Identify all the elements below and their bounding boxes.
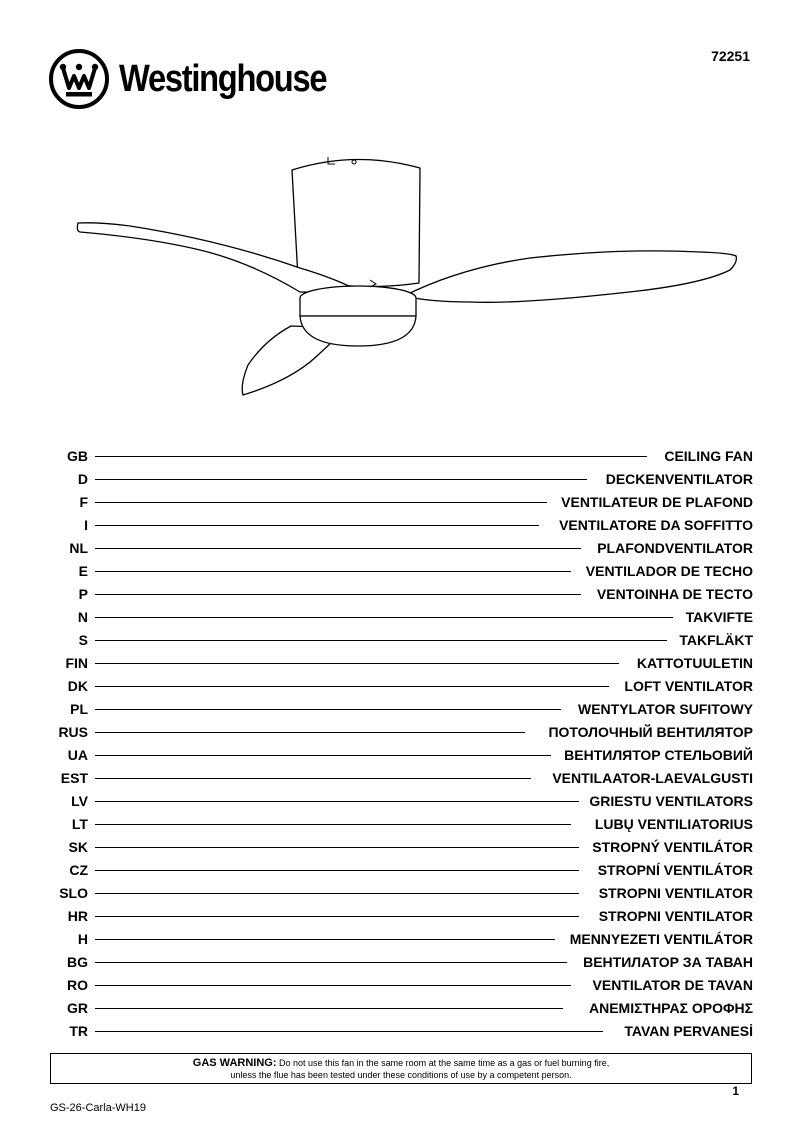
list-item [0,469,802,489]
product-name: TAKVIFTE [680,607,753,627]
gas-warning-label: GAS WARNING: [192,1057,277,1069]
list-item [0,515,802,535]
list-item [0,906,802,926]
divider-line [95,962,567,963]
product-name: VENTILATOR DE TAVAN [587,975,753,995]
list-item [0,883,802,903]
divider-line [95,893,579,894]
language-code: I [84,517,88,533]
divider-line [95,502,547,503]
divider-line [95,640,667,641]
product-name: STROPNÝ VENTILÁTOR [586,837,753,857]
language-code: EST [60,770,88,786]
product-name: ВЕНТИЛЯТОР СТЕЛЬОВИЙ [558,745,753,765]
language-code: F [79,494,88,510]
divider-line [95,1008,563,1009]
language-code: UA [67,747,88,763]
language-code: E [78,563,88,579]
list-item [0,860,802,880]
language-code: GR [67,1000,88,1016]
list-item [0,791,802,811]
divider-line [95,548,581,549]
language-code: PL [70,701,88,717]
list-item [0,446,802,466]
divider-line [95,1031,603,1032]
product-name: STROPNI VENTILATOR [593,906,753,926]
list-item [0,768,802,788]
divider-line [95,663,619,664]
list-item [0,975,802,995]
list-item [0,1021,802,1041]
list-item [0,584,802,604]
gas-warning-text1: Do not use this fan in the same room at the same time as a gas or fuel burning fire, [279,1058,610,1068]
divider-line [95,732,525,733]
list-item [0,814,802,834]
product-name: GRIESTU VENTILATORS [583,791,753,811]
language-code: LV [71,793,88,809]
product-name: VENTILAATOR-LAEVALGUSTI [546,768,753,788]
list-item [0,607,802,627]
ceiling-fan-illustration [0,0,802,440]
divider-line [95,916,579,917]
divider-line [95,939,555,940]
list-item [0,998,802,1018]
divider-line [95,571,571,572]
product-name: VENTOINHA DE TECTO [591,584,753,604]
language-code: SLO [59,885,88,901]
product-name: ΑΝΕΜΙΣΤΗΡΑΣ ΟΡΟΦΗΣ [583,998,753,1018]
product-name: TAVAN PERVANESİ [618,1021,753,1041]
list-item [0,492,802,512]
language-code: H [77,931,88,947]
divider-line [95,870,579,871]
list-item [0,561,802,581]
language-code: LT [71,816,88,832]
language-code: CZ [69,862,88,878]
list-item [0,538,802,558]
document-code: GS-26-Carla-WH19 [50,1102,146,1114]
divider-line [95,985,571,986]
divider-line [95,709,561,710]
list-item [0,699,802,719]
divider-line [95,456,647,457]
product-name: ВЕНТИЛАТОР ЗА ТАВАН [577,952,753,972]
list-item [0,630,802,650]
brand-name: Westinghouse [119,58,327,100]
page-number: 1 [732,1084,739,1098]
divider-line [95,801,579,802]
list-item [0,745,802,765]
product-name: VENTILADOR DE TECHO [580,561,753,581]
language-code: RUS [58,724,88,740]
product-name: VENTILATEUR DE PLAFOND [555,492,753,512]
product-name: STROPNI VENTILATOR [593,883,753,903]
language-code: RO [67,977,88,993]
product-name: WENTYLATOR SUFITOWY [572,699,753,719]
language-code: S [78,632,88,648]
list-item [0,952,802,972]
divider-line [95,594,581,595]
product-name: PLAFONDVENTILATOR [591,538,753,558]
language-code: SK [68,839,88,855]
divider-line [95,686,609,687]
language-code: D [77,471,88,487]
divider-line [95,479,587,480]
language-code: DK [67,678,88,694]
product-name: LOFT VENTILATOR [618,676,753,696]
product-name: LUBŲ VENTILIATORIUS [589,814,753,834]
model-number: 72251 [711,48,750,64]
gas-warning-text2: unless the flue has been tested under these conditions of use by a competent person. [230,1070,572,1080]
list-item [0,837,802,857]
gas-warning-line1 [51,1057,751,1069]
language-code: HR [67,908,88,924]
divider-line [95,778,531,779]
language-code: P [78,586,88,602]
gas-warning-box [50,1053,752,1084]
language-code: N [77,609,88,625]
divider-line [95,617,673,618]
product-name: KATTOTUULETIN [631,653,753,673]
list-item [0,722,802,742]
product-name: ПОТОЛОЧНЫЙ ВЕНТИЛЯТОР [542,722,753,742]
language-code: FIN [65,655,88,671]
divider-line [95,525,539,526]
product-name: VENTILATORE DA SOFFITTO [553,515,753,535]
divider-line [95,755,551,756]
language-code: BG [67,954,88,970]
product-name: CEILING FAN [658,446,753,466]
list-item [0,929,802,949]
product-name: TAKFLÄKT [673,630,753,650]
language-code: TR [69,1023,88,1039]
product-name: MENNYEZETI VENTILÁTOR [564,929,753,949]
divider-line [95,824,571,825]
language-code: NL [69,540,88,556]
list-item [0,676,802,696]
divider-line [95,847,579,848]
product-name: STROPNÍ VENTILÁTOR [592,860,753,880]
language-code: GB [67,448,88,464]
list-item [0,653,802,673]
product-name: DECKENVENTILATOR [600,469,753,489]
